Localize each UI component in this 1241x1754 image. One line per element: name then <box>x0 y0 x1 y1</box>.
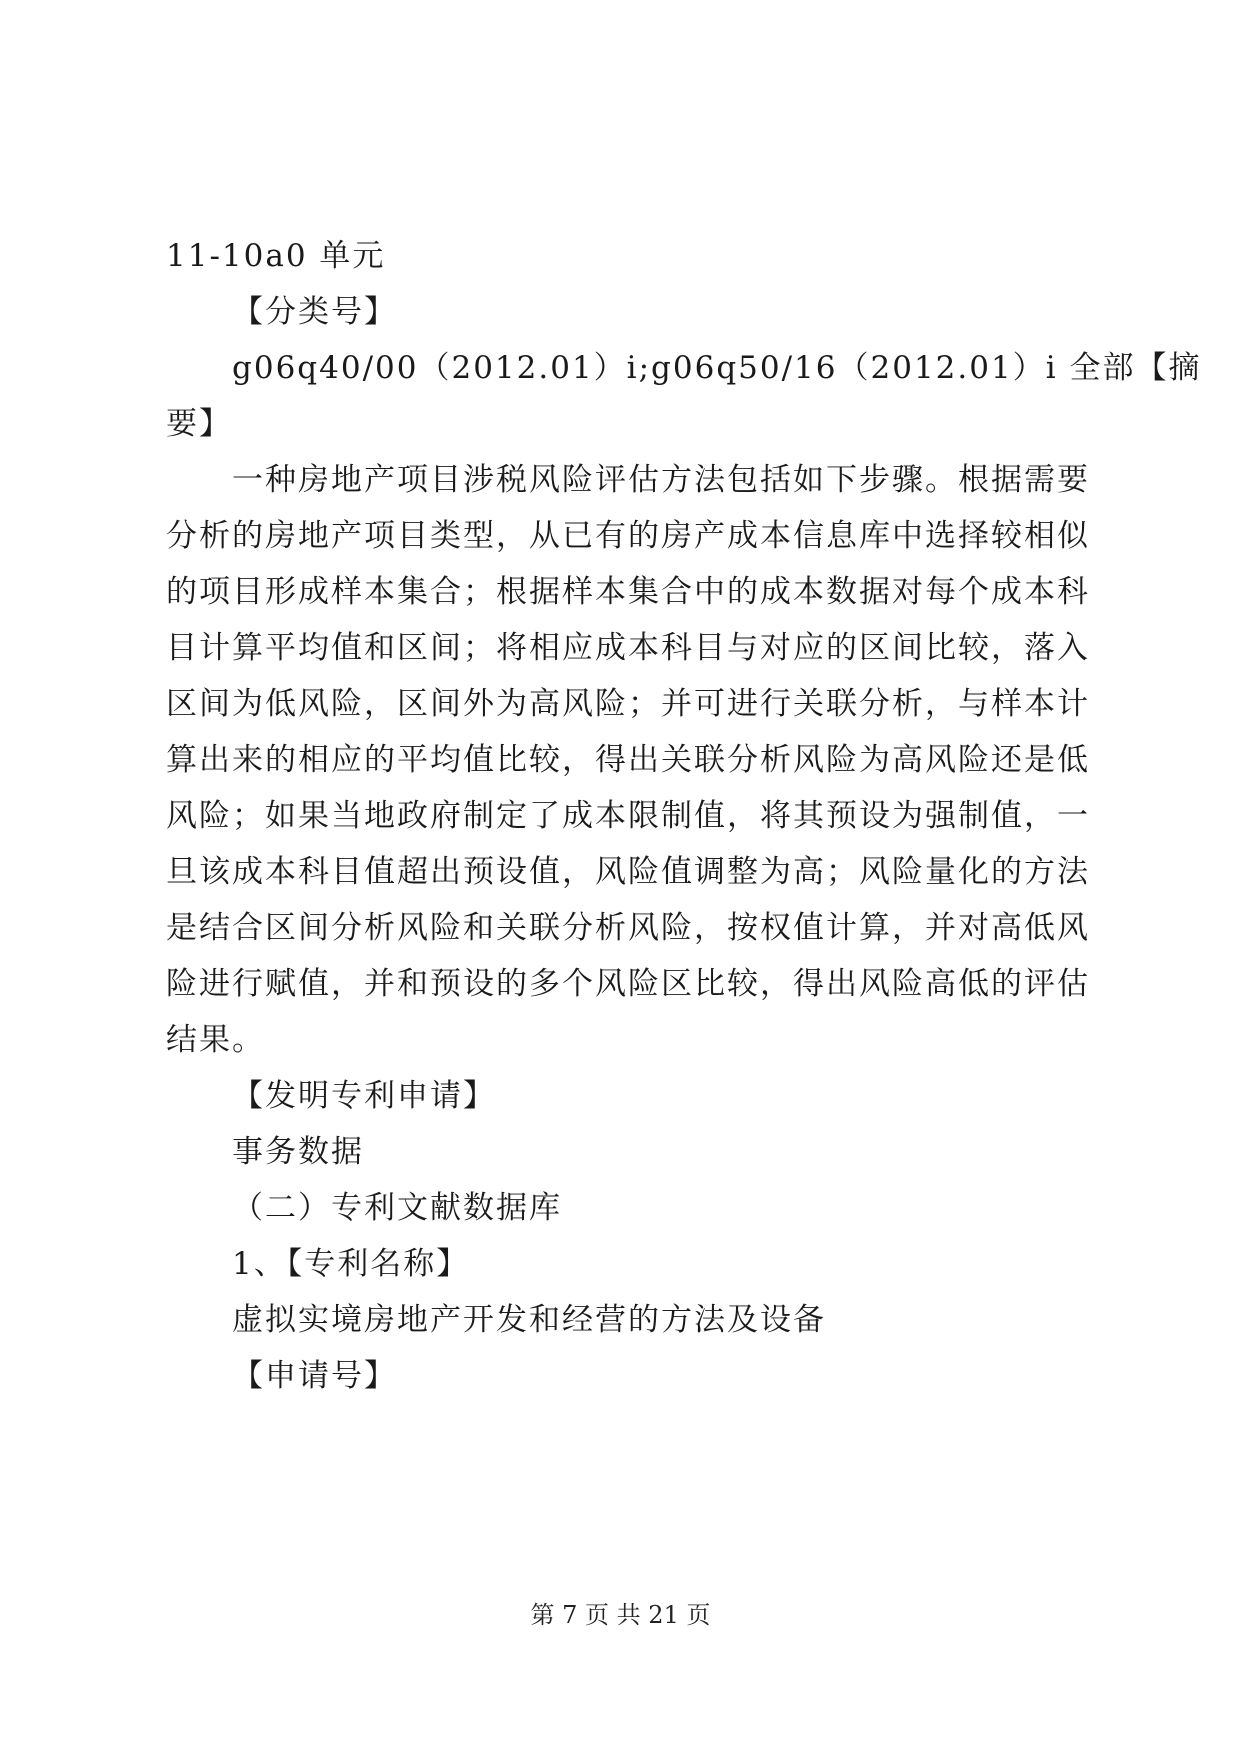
abstract-heading-end: 要】 <box>166 406 232 442</box>
abstract-line-10: 险进行赋值，并和预设的多个风险区比较，得出风险高低的评估 <box>166 966 1090 1002</box>
classification-codes: g06q40/00（2012.01）i;g06q50/16（2012.01）i 全部【摘 <box>232 350 1202 386</box>
abstract-line-9: 是结合区间分析风险和关联分析风险，按权值计算，并对高低风 <box>166 910 1090 946</box>
application-number-heading: 【申请号】 <box>232 1358 397 1394</box>
abstract-line-7: 风险；如果当地政府制定了成本限制值，将其预设为强制值，一 <box>166 798 1090 834</box>
abstract-line-4: 目计算平均值和区间；将相应成本科目与对应的区间比较，落入 <box>166 630 1090 666</box>
abstract-line-8: 旦该成本科目值超出预设值，风险值调整为高；风险量化的方法 <box>166 854 1090 890</box>
abstract-line-2: 分析的房地产项目类型，从已有的房产成本信息库中选择较相似 <box>166 518 1090 554</box>
classification-heading: 【分类号】 <box>232 294 397 330</box>
abstract-line-5: 区间为低风险，区间外为高风险；并可进行关联分析，与样本计 <box>166 686 1090 722</box>
abstract-line-1: 一种房地产项目涉税风险评估方法包括如下步骤。根据需要 <box>232 462 1090 498</box>
patent-name-value: 虚拟实境房地产开发和经营的方法及设备 <box>232 1302 826 1338</box>
patent-name-heading: 1、【专利名称】 <box>232 1246 470 1282</box>
transaction-data-line: 事务数据 <box>232 1134 364 1170</box>
abstract-line-6: 算出来的相应的平均值比较，得出关联分析风险为高风险还是低 <box>166 742 1090 778</box>
section-heading: （二）专利文献数据库 <box>232 1190 562 1226</box>
unit-line: 11-10a0 单元 <box>166 238 386 274</box>
abstract-line-3: 的项目形成样本集合；根据样本集合中的成本数据对每个成本科 <box>166 574 1090 610</box>
abstract-line-11: 结果。 <box>166 1022 265 1058</box>
patent-type-heading: 【发明专利申请】 <box>232 1078 496 1114</box>
page-footer: 第 7 页 共 21 页 <box>530 1601 711 1629</box>
